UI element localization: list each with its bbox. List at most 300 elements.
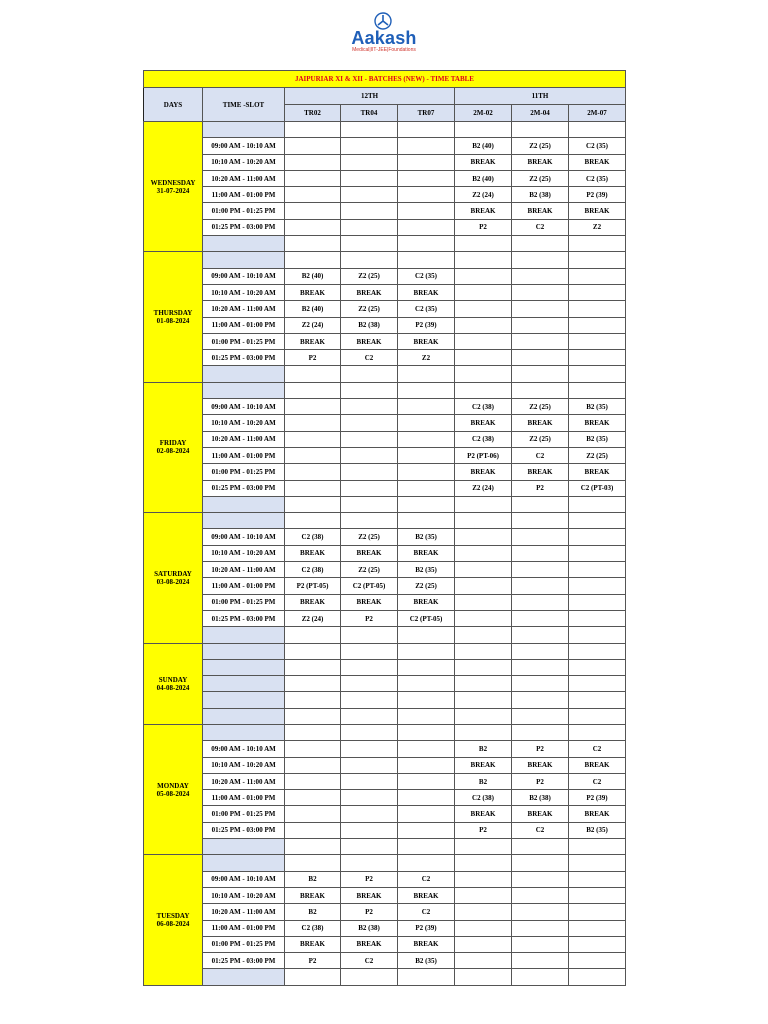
class-cell bbox=[341, 399, 398, 415]
schedule-row bbox=[144, 545, 626, 561]
class-cell bbox=[512, 529, 569, 545]
class-cell bbox=[398, 415, 455, 431]
group-12th-header: 12TH bbox=[285, 88, 455, 105]
time-slot-cell bbox=[203, 969, 285, 985]
class-cell bbox=[398, 513, 455, 529]
time-slot-cell: 01:00 PM - 01:25 PM bbox=[203, 936, 285, 952]
class-cell bbox=[569, 529, 626, 545]
class-cell bbox=[341, 806, 398, 822]
class-cell bbox=[398, 627, 455, 643]
class-cell: C2 (PT-05) bbox=[398, 610, 455, 626]
class-cell bbox=[512, 692, 569, 708]
class-cell bbox=[569, 513, 626, 529]
schedule-row bbox=[144, 594, 626, 610]
schedule-row bbox=[144, 170, 626, 186]
class-cell: C2 bbox=[341, 350, 398, 366]
class-cell bbox=[455, 953, 512, 969]
class-cell bbox=[569, 659, 626, 675]
class-cell: Z2 (25) bbox=[569, 447, 626, 463]
time-slot-cell bbox=[203, 839, 285, 855]
class-cell bbox=[285, 187, 341, 203]
schedule-row bbox=[144, 790, 626, 806]
class-cell bbox=[285, 757, 341, 773]
class-cell: B2 (40) bbox=[455, 138, 512, 154]
class-cell: Z2 (24) bbox=[285, 610, 341, 626]
class-cell bbox=[455, 545, 512, 561]
class-cell bbox=[455, 643, 512, 659]
timetable bbox=[143, 70, 626, 986]
class-cell bbox=[512, 969, 569, 985]
class-cell bbox=[341, 382, 398, 398]
class-cell bbox=[398, 676, 455, 692]
time-slot-cell bbox=[203, 236, 285, 252]
schedule-row bbox=[144, 301, 626, 317]
class-cell bbox=[569, 594, 626, 610]
schedule-row bbox=[144, 627, 626, 643]
time-slot-cell bbox=[203, 676, 285, 692]
class-cell bbox=[569, 724, 626, 740]
class-cell: BREAK bbox=[398, 936, 455, 952]
class-cell bbox=[569, 268, 626, 284]
day-date: 04-08-2024 bbox=[156, 683, 190, 692]
time-slot-cell: 10:20 AM - 11:00 AM bbox=[203, 773, 285, 789]
class-cell bbox=[398, 236, 455, 252]
class-cell bbox=[285, 431, 341, 447]
schedule-row bbox=[144, 154, 626, 170]
class-cell bbox=[455, 562, 512, 578]
class-cell bbox=[285, 659, 341, 675]
time-slot-cell: 01:00 PM - 01:25 PM bbox=[203, 594, 285, 610]
class-cell: P2 bbox=[285, 953, 341, 969]
class-cell bbox=[455, 513, 512, 529]
class-cell bbox=[512, 236, 569, 252]
class-cell: C2 (38) bbox=[285, 920, 341, 936]
class-cell: C2 (35) bbox=[398, 268, 455, 284]
class-cell bbox=[569, 366, 626, 382]
class-cell bbox=[285, 252, 341, 268]
class-cell: B2 (35) bbox=[569, 822, 626, 838]
class-cell: Z2 (24) bbox=[455, 187, 512, 203]
class-cell bbox=[341, 138, 398, 154]
class-cell: C2 bbox=[512, 219, 569, 235]
class-cell bbox=[285, 839, 341, 855]
class-cell bbox=[398, 464, 455, 480]
schedule-row bbox=[144, 871, 626, 887]
time-slot-cell bbox=[203, 659, 285, 675]
schedule-row bbox=[144, 252, 626, 268]
schedule-row bbox=[144, 431, 626, 447]
class-cell bbox=[341, 154, 398, 170]
class-cell bbox=[285, 236, 341, 252]
class-cell bbox=[455, 236, 512, 252]
class-cell: C2 bbox=[398, 904, 455, 920]
class-cell bbox=[455, 855, 512, 871]
time-slot-cell bbox=[203, 708, 285, 724]
class-cell bbox=[398, 822, 455, 838]
class-cell bbox=[455, 692, 512, 708]
class-cell bbox=[512, 268, 569, 284]
class-cell bbox=[341, 839, 398, 855]
class-cell bbox=[341, 122, 398, 138]
schedule-row bbox=[144, 415, 626, 431]
class-cell bbox=[569, 969, 626, 985]
day-name: THURSDAY bbox=[153, 309, 193, 318]
class-cell: BREAK bbox=[285, 545, 341, 561]
day-name: WEDNESDAY bbox=[150, 178, 196, 187]
time-slot-cell bbox=[203, 122, 285, 138]
class-cell: Z2 (24) bbox=[285, 317, 341, 333]
schedule-row bbox=[144, 464, 626, 480]
class-cell bbox=[512, 301, 569, 317]
schedule-row bbox=[144, 236, 626, 252]
class-cell: BREAK bbox=[341, 284, 398, 300]
logo-tagline: Medical|IIT-JEE|Foundations bbox=[352, 47, 416, 53]
class-cell bbox=[398, 643, 455, 659]
class-cell: Z2 (25) bbox=[341, 529, 398, 545]
class-cell bbox=[512, 513, 569, 529]
schedule-row bbox=[144, 757, 626, 773]
schedule-row bbox=[144, 953, 626, 969]
aakash-logo bbox=[345, 12, 425, 58]
class-cell: Z2 (25) bbox=[341, 562, 398, 578]
class-cell: B2 (35) bbox=[398, 953, 455, 969]
class-cell bbox=[512, 953, 569, 969]
schedule-row bbox=[144, 447, 626, 463]
class-cell bbox=[398, 122, 455, 138]
class-cell bbox=[455, 708, 512, 724]
class-cell bbox=[285, 627, 341, 643]
class-cell: B2 bbox=[285, 871, 341, 887]
class-cell: BREAK bbox=[398, 594, 455, 610]
class-cell: BREAK bbox=[341, 594, 398, 610]
class-cell bbox=[285, 692, 341, 708]
class-cell bbox=[455, 887, 512, 903]
time-slot-cell: 10:20 AM - 11:00 AM bbox=[203, 301, 285, 317]
class-cell bbox=[569, 936, 626, 952]
class-cell bbox=[512, 887, 569, 903]
class-cell: BREAK bbox=[569, 806, 626, 822]
class-cell: P2 bbox=[285, 350, 341, 366]
class-cell bbox=[512, 724, 569, 740]
class-cell: C2 (PT-05) bbox=[341, 578, 398, 594]
class-cell bbox=[569, 904, 626, 920]
time-slot-cell: 10:10 AM - 10:20 AM bbox=[203, 415, 285, 431]
day-cell bbox=[144, 724, 203, 854]
class-cell: BREAK bbox=[341, 545, 398, 561]
class-cell bbox=[341, 431, 398, 447]
class-cell: BREAK bbox=[285, 936, 341, 952]
class-cell bbox=[512, 366, 569, 382]
time-slot-cell: 01:25 PM - 03:00 PM bbox=[203, 219, 285, 235]
class-cell: C2 (38) bbox=[285, 562, 341, 578]
time-slot-cell: 01:25 PM - 03:00 PM bbox=[203, 822, 285, 838]
time-slot-cell bbox=[203, 692, 285, 708]
class-cell: BREAK bbox=[285, 887, 341, 903]
time-slot-cell bbox=[203, 513, 285, 529]
day-cell bbox=[144, 855, 203, 985]
class-cell bbox=[285, 855, 341, 871]
class-cell bbox=[398, 170, 455, 186]
schedule-row bbox=[144, 887, 626, 903]
class-cell bbox=[398, 431, 455, 447]
class-cell: B2 (38) bbox=[341, 920, 398, 936]
time-slot-cell: 11:00 AM - 01:00 PM bbox=[203, 920, 285, 936]
class-cell: B2 bbox=[455, 773, 512, 789]
time-slot-cell: 01:00 PM - 01:25 PM bbox=[203, 806, 285, 822]
class-cell bbox=[398, 138, 455, 154]
time-slot-cell: 10:20 AM - 11:00 AM bbox=[203, 904, 285, 920]
class-cell bbox=[285, 643, 341, 659]
class-cell bbox=[285, 969, 341, 985]
class-cell: P2 bbox=[341, 610, 398, 626]
class-cell bbox=[512, 382, 569, 398]
class-cell: P2 (39) bbox=[398, 920, 455, 936]
class-cell bbox=[285, 170, 341, 186]
time-slot-cell: 01:00 PM - 01:25 PM bbox=[203, 203, 285, 219]
class-cell: BREAK bbox=[569, 464, 626, 480]
class-cell bbox=[455, 301, 512, 317]
class-cell bbox=[398, 839, 455, 855]
class-cell: C2 (38) bbox=[455, 790, 512, 806]
class-cell bbox=[285, 676, 341, 692]
time-slot-cell bbox=[203, 643, 285, 659]
class-cell bbox=[341, 643, 398, 659]
class-cell bbox=[455, 366, 512, 382]
class-cell bbox=[569, 350, 626, 366]
schedule-row bbox=[144, 187, 626, 203]
class-cell: B2 (40) bbox=[285, 268, 341, 284]
class-cell bbox=[569, 496, 626, 512]
class-cell bbox=[455, 920, 512, 936]
class-cell: C2 (38) bbox=[455, 431, 512, 447]
time-slot-cell: 01:25 PM - 03:00 PM bbox=[203, 350, 285, 366]
class-cell bbox=[512, 610, 569, 626]
day-name: TUESDAY bbox=[156, 912, 190, 921]
day-cell bbox=[144, 643, 203, 724]
class-cell bbox=[398, 252, 455, 268]
class-cell bbox=[341, 627, 398, 643]
class-cell bbox=[455, 529, 512, 545]
class-cell bbox=[455, 350, 512, 366]
class-cell bbox=[341, 692, 398, 708]
class-cell bbox=[569, 236, 626, 252]
class-cell bbox=[455, 317, 512, 333]
class-cell: BREAK bbox=[455, 203, 512, 219]
class-cell: BREAK bbox=[512, 203, 569, 219]
class-cell bbox=[285, 138, 341, 154]
class-cell bbox=[398, 855, 455, 871]
class-cell: C2 (35) bbox=[398, 301, 455, 317]
class-cell bbox=[455, 676, 512, 692]
class-cell bbox=[512, 562, 569, 578]
schedule-row bbox=[144, 513, 626, 529]
class-cell bbox=[398, 154, 455, 170]
class-cell bbox=[341, 480, 398, 496]
class-cell bbox=[285, 708, 341, 724]
class-cell bbox=[398, 480, 455, 496]
schedule-row bbox=[144, 268, 626, 284]
class-cell bbox=[398, 773, 455, 789]
class-cell: Z2 (25) bbox=[341, 301, 398, 317]
class-cell: B2 bbox=[455, 741, 512, 757]
schedule-row bbox=[144, 773, 626, 789]
class-cell bbox=[512, 904, 569, 920]
class-cell: BREAK bbox=[512, 806, 569, 822]
class-cell: BREAK bbox=[455, 806, 512, 822]
class-cell: BREAK bbox=[341, 887, 398, 903]
class-cell: BREAK bbox=[455, 154, 512, 170]
class-cell bbox=[398, 806, 455, 822]
class-cell bbox=[341, 969, 398, 985]
class-cell bbox=[512, 839, 569, 855]
class-cell: BREAK bbox=[398, 887, 455, 903]
class-cell: P2 (39) bbox=[398, 317, 455, 333]
class-cell: BREAK bbox=[512, 415, 569, 431]
schedule-row bbox=[144, 333, 626, 349]
class-cell bbox=[341, 790, 398, 806]
class-cell: B2 (35) bbox=[398, 562, 455, 578]
class-cell bbox=[569, 284, 626, 300]
class-cell: BREAK bbox=[569, 757, 626, 773]
schedule-row bbox=[144, 284, 626, 300]
class-cell bbox=[512, 627, 569, 643]
class-cell bbox=[569, 676, 626, 692]
day-date: 05-08-2024 bbox=[156, 789, 190, 798]
schedule-row bbox=[144, 610, 626, 626]
class-cell bbox=[341, 741, 398, 757]
class-cell bbox=[512, 855, 569, 871]
time-slot-cell bbox=[203, 496, 285, 512]
class-cell bbox=[569, 333, 626, 349]
class-cell bbox=[569, 692, 626, 708]
class-cell bbox=[569, 887, 626, 903]
schedule-row bbox=[144, 350, 626, 366]
class-cell bbox=[341, 366, 398, 382]
class-cell: Z2 (25) bbox=[512, 431, 569, 447]
class-cell bbox=[285, 513, 341, 529]
time-slot-cell bbox=[203, 382, 285, 398]
time-slot-cell: 01:25 PM - 03:00 PM bbox=[203, 480, 285, 496]
class-cell bbox=[569, 382, 626, 398]
schedule-row bbox=[144, 806, 626, 822]
class-cell: BREAK bbox=[285, 333, 341, 349]
class-cell: BREAK bbox=[455, 464, 512, 480]
time-slot-cell bbox=[203, 366, 285, 382]
day-cell bbox=[144, 513, 203, 643]
class-cell: Z2 (25) bbox=[512, 170, 569, 186]
class-cell bbox=[455, 594, 512, 610]
time-slot-cell: 01:00 PM - 01:25 PM bbox=[203, 464, 285, 480]
class-cell bbox=[455, 659, 512, 675]
class-cell: C2 bbox=[398, 871, 455, 887]
class-cell bbox=[455, 252, 512, 268]
time-slot-cell: 09:00 AM - 10:10 AM bbox=[203, 529, 285, 545]
class-cell bbox=[398, 219, 455, 235]
class-cell: P2 bbox=[455, 219, 512, 235]
class-cell bbox=[512, 871, 569, 887]
class-cell bbox=[455, 839, 512, 855]
class-cell bbox=[455, 496, 512, 512]
class-cell bbox=[285, 822, 341, 838]
schedule-row bbox=[144, 643, 626, 659]
class-cell: C2 (PT-03) bbox=[569, 480, 626, 496]
time-slot-cell: 09:00 AM - 10:10 AM bbox=[203, 399, 285, 415]
schedule-row bbox=[144, 399, 626, 415]
class-cell bbox=[398, 382, 455, 398]
class-cell: C2 bbox=[569, 773, 626, 789]
class-cell: P2 bbox=[512, 480, 569, 496]
class-cell bbox=[569, 953, 626, 969]
schedule-row bbox=[144, 529, 626, 545]
class-cell: BREAK bbox=[341, 936, 398, 952]
class-cell bbox=[569, 301, 626, 317]
class-cell bbox=[455, 333, 512, 349]
class-cell: BREAK bbox=[341, 333, 398, 349]
class-cell bbox=[398, 692, 455, 708]
class-cell bbox=[285, 399, 341, 415]
time-slot-cell: 11:00 AM - 01:00 PM bbox=[203, 578, 285, 594]
class-cell: BREAK bbox=[398, 545, 455, 561]
schedule-row bbox=[144, 219, 626, 235]
class-cell bbox=[398, 366, 455, 382]
class-cell bbox=[285, 806, 341, 822]
batch-header: TR04 bbox=[341, 105, 398, 122]
schedule-row bbox=[144, 969, 626, 985]
class-cell bbox=[512, 122, 569, 138]
time-slot-cell: 11:00 AM - 01:00 PM bbox=[203, 187, 285, 203]
class-cell bbox=[455, 627, 512, 643]
class-cell bbox=[341, 659, 398, 675]
class-cell: BREAK bbox=[569, 203, 626, 219]
class-cell bbox=[569, 643, 626, 659]
class-cell: C2 (38) bbox=[285, 529, 341, 545]
day-cell bbox=[144, 382, 203, 512]
batch-header: TR07 bbox=[398, 105, 455, 122]
class-cell bbox=[512, 350, 569, 366]
class-cell bbox=[455, 578, 512, 594]
class-cell: P2 bbox=[512, 741, 569, 757]
class-cell: BREAK bbox=[455, 415, 512, 431]
class-cell bbox=[455, 969, 512, 985]
class-cell: Z2 (24) bbox=[455, 480, 512, 496]
class-cell bbox=[341, 773, 398, 789]
class-cell bbox=[455, 904, 512, 920]
time-slot-cell: 10:20 AM - 11:00 AM bbox=[203, 431, 285, 447]
schedule-row bbox=[144, 366, 626, 382]
schedule-row bbox=[144, 708, 626, 724]
class-cell bbox=[285, 415, 341, 431]
class-cell bbox=[455, 284, 512, 300]
class-cell: BREAK bbox=[398, 284, 455, 300]
class-cell: B2 (35) bbox=[398, 529, 455, 545]
batch-header: 2M-04 bbox=[512, 105, 569, 122]
class-cell bbox=[341, 822, 398, 838]
class-cell bbox=[569, 610, 626, 626]
class-cell: P2 (39) bbox=[569, 187, 626, 203]
class-cell: B2 (35) bbox=[569, 431, 626, 447]
class-cell: BREAK bbox=[512, 154, 569, 170]
class-cell bbox=[455, 268, 512, 284]
class-cell bbox=[512, 643, 569, 659]
class-cell bbox=[512, 284, 569, 300]
schedule-row bbox=[144, 692, 626, 708]
schedule-row bbox=[144, 904, 626, 920]
class-cell bbox=[398, 969, 455, 985]
schedule-row bbox=[144, 920, 626, 936]
time-slot-cell: 10:10 AM - 10:20 AM bbox=[203, 284, 285, 300]
time-slot-cell: 10:10 AM - 10:20 AM bbox=[203, 154, 285, 170]
class-cell bbox=[398, 708, 455, 724]
